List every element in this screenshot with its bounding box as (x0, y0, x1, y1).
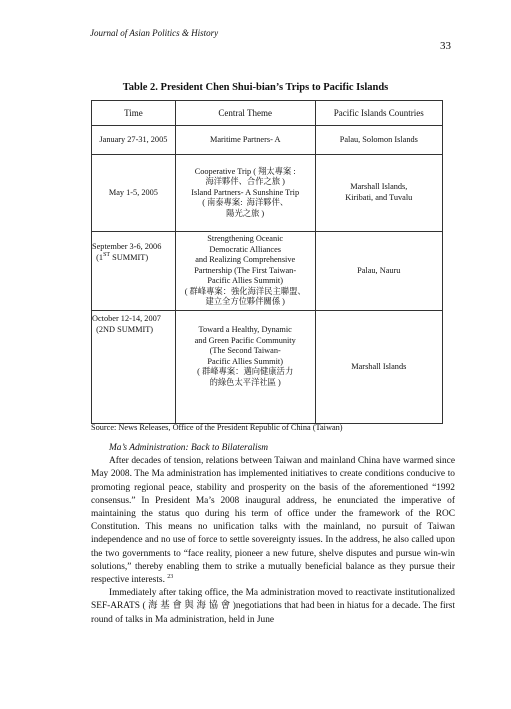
row-theme (175, 155, 315, 232)
time-text: May 1-5, 2005 (108, 187, 158, 197)
body-text (91, 442, 455, 627)
paragraph-text: After decades of tension, relations between Taiwan and mainland China have warmed since May 2008. The Ma administration has implemented initiatives to create conditions conducive to promoting regional peace, stability and prosperity on the basis of the aforementioned “1992 consensus.” In President Ma’s 2008 inaugural address, he enunciated the imperative of maintaining the status quo during his term of office under the framework of the ROC Constitution. This means no unification talks with the mainland, no pursuit of Taiwan independence and no use of force to settle sovereignty issues. In the address, he also called upon the two governments to “face reality, pioneer a new future, shelve disputes and pursue win-win solutions,” thereby enabling them to strike a mutually beneficial balance as they pursue their respective interests. (91, 456, 455, 586)
countries-text: Marshall Islands, Kiribati, and Tuvalu (345, 182, 413, 202)
theme-text: Toward a Healthy, Dynamic and Green Pacific Community (The Second Taiwan- Pacific Allies Summit) ( 群峰專案：邁向健康活力 的綠色太平洋社區 ) (194, 325, 296, 387)
paragraph: Immediately after taking office, the Ma administration moved to reactivate institutionalized SEF-ARATS ( 海 基 會 與 海 協 會 )negotiations that had been in hiatus for a decade. The first round of talks in Ma administration, held in June (91, 588, 455, 625)
row-theme (175, 311, 315, 424)
time-text: September 3-6, 2006 (92, 242, 162, 251)
page-number: 33 (440, 40, 451, 52)
table-header-row (92, 101, 443, 126)
theme-text: Strengthening Oceanic Democratic Alliances and Realizing Comprehensive Partnership (The First Taiwan- Pacific Allies Summit) ( 群峰專案：強化海洋民主聯盟、 建立全方位夥伴關係 ) (184, 233, 306, 307)
trips-table (91, 100, 443, 424)
row-theme (175, 232, 315, 311)
column-header-time: Time (92, 101, 176, 126)
table-source-note: Source: News Releases, Office of the President Republic of China (Taiwan) (91, 423, 343, 432)
summit-prefix: (1 (96, 252, 104, 262)
time-text: January 27-31, 2005 (99, 134, 168, 144)
theme-text: Maritime Partners- A (209, 134, 281, 144)
countries-text: Palau, Solomon Islands (339, 134, 418, 144)
paragraph (91, 455, 455, 587)
column-header-theme: Central Theme (175, 101, 315, 126)
row-time (92, 126, 176, 155)
row-time (92, 311, 176, 424)
section-heading: Ma’s Administration: Back to Bilateralism (109, 443, 269, 453)
row-countries (315, 311, 442, 424)
table-row (92, 311, 443, 424)
summit-suffix: SUMMIT) (110, 252, 149, 262)
row-theme (175, 126, 315, 155)
journal-title: Journal of Asian Politics & History (90, 28, 219, 38)
summit-label (92, 253, 175, 264)
countries-text: Marshall Islands (351, 361, 407, 371)
row-time (92, 232, 176, 311)
table-title: Table 2. President Chen Shui-bian’s Trips to Pacific Islands (122, 82, 389, 93)
footnote-ref: 23 (167, 573, 174, 580)
column-header-countries: Pacific Islands Countries (315, 101, 442, 126)
time-text: October 12-14, 2007 (2ND SUMMIT) (92, 314, 161, 334)
row-countries (315, 126, 442, 155)
theme-text: Cooperative Trip ( 翔太專案 : 海洋夥伴、合作之旅 ) Island Partners- A Sunshine Trip ( 南泰專案: 海洋夥伴、 陽光之旅 ) (191, 166, 300, 218)
table-row (92, 155, 443, 232)
row-countries (315, 232, 442, 311)
summit-ordinal: ST (103, 251, 111, 258)
row-countries (315, 155, 442, 232)
countries-text: Palau, Nauru (357, 265, 401, 275)
table-row (92, 232, 443, 311)
row-time (92, 155, 176, 232)
table-row (92, 126, 443, 155)
